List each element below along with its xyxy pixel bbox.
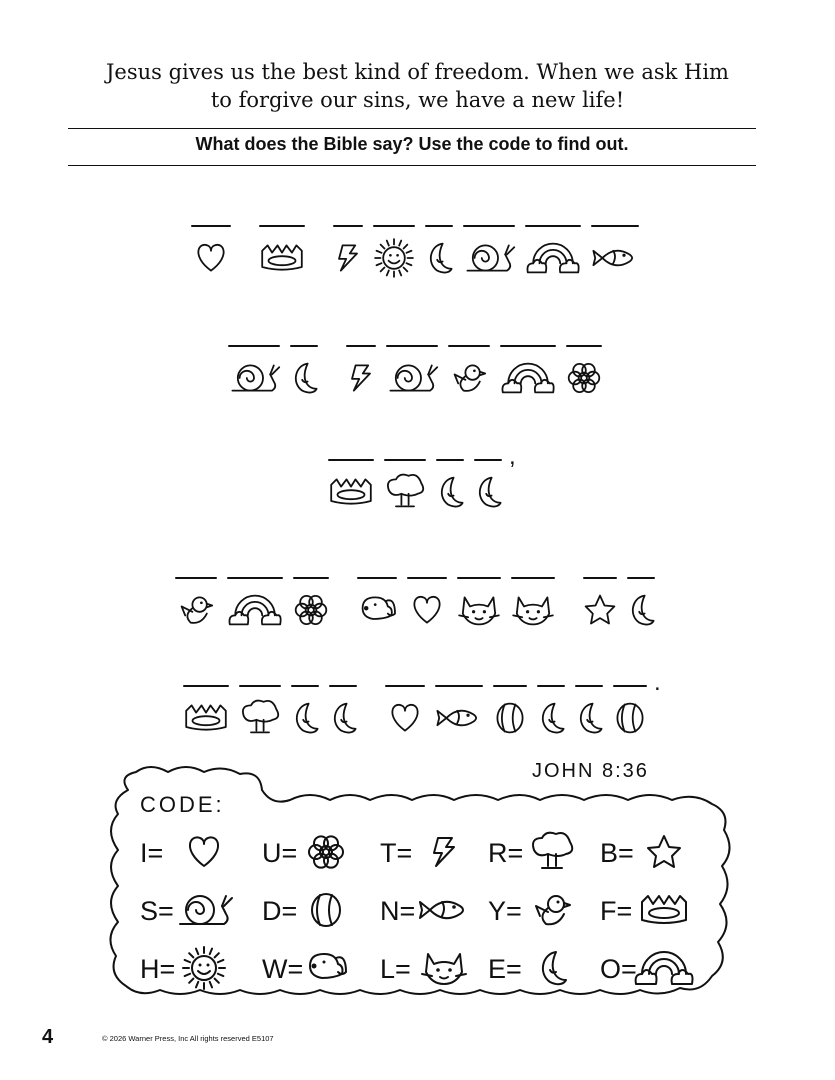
drum-icon xyxy=(497,704,522,733)
code-entry xyxy=(140,837,218,868)
code-entry xyxy=(380,954,466,984)
punctuation-mark: . xyxy=(654,669,661,696)
heart-icon xyxy=(414,597,439,623)
moon-icon xyxy=(633,596,654,625)
code-letter: I= xyxy=(140,838,164,868)
code-entry xyxy=(488,896,570,926)
flower-icon xyxy=(309,836,343,867)
heart-icon xyxy=(392,705,417,731)
cat-icon xyxy=(459,597,499,624)
moon-icon xyxy=(543,952,566,984)
lightning-icon xyxy=(352,365,370,390)
punctuation-mark: , xyxy=(509,443,516,470)
snail-icon xyxy=(390,365,437,390)
code-entry xyxy=(488,833,572,868)
puzzle-row xyxy=(184,669,661,733)
code-letter: N= xyxy=(380,896,416,926)
rainbow-icon xyxy=(229,596,280,625)
code-letter: O= xyxy=(600,954,637,984)
cat-icon xyxy=(422,954,466,984)
tree-icon xyxy=(243,701,278,733)
code-entry xyxy=(262,894,340,926)
puzzle-row xyxy=(176,578,654,625)
sun-icon xyxy=(183,947,225,989)
code-entry xyxy=(600,952,693,984)
crown-icon xyxy=(642,896,686,923)
code-letter: W= xyxy=(262,954,304,984)
code-entry xyxy=(488,952,566,984)
code-entry xyxy=(600,896,686,926)
snail-icon xyxy=(232,365,279,390)
code-letter: B= xyxy=(600,838,634,868)
rainbow-icon xyxy=(502,364,553,393)
heart-icon xyxy=(198,245,223,271)
code-title: CODE: xyxy=(140,792,225,817)
lightning-icon xyxy=(434,838,454,866)
bird-icon xyxy=(536,896,570,924)
code-letter: L= xyxy=(380,954,411,984)
flower-icon xyxy=(296,596,327,624)
puzzle-row xyxy=(192,226,638,277)
code-entry xyxy=(140,896,232,926)
intro-line-2: to forgive our sins, we have a new life! xyxy=(210,88,625,112)
moon-icon xyxy=(442,478,463,507)
code-letter: T= xyxy=(380,838,413,868)
intro-line-1: Jesus gives us the best kind of freedom. When we ask Him xyxy=(106,60,729,84)
drum-icon xyxy=(312,894,340,926)
puzzle-row xyxy=(229,346,601,393)
crown-icon xyxy=(262,245,302,269)
tree-icon xyxy=(388,475,423,507)
code-letter: E= xyxy=(488,954,522,984)
flower-icon xyxy=(569,364,600,392)
moon-icon xyxy=(335,704,356,733)
puzzle-row xyxy=(329,443,516,507)
moon-icon xyxy=(543,704,564,733)
rainbow-icon xyxy=(527,244,578,273)
rainbow-icon xyxy=(636,952,693,984)
dog-icon xyxy=(363,597,395,619)
copyright-line: © 2026 Warner Press, Inc All rights reserved E5107 xyxy=(102,1034,274,1043)
code-entry xyxy=(262,954,346,984)
star-icon xyxy=(648,836,680,867)
moon-icon xyxy=(296,364,317,393)
crown-icon xyxy=(186,705,226,729)
moon-icon xyxy=(581,704,602,733)
page-number: 4 xyxy=(42,1026,54,1048)
code-letter: F= xyxy=(600,896,633,926)
code-letter: U= xyxy=(262,838,298,868)
code-letter: H= xyxy=(140,954,176,984)
moon-icon xyxy=(297,704,318,733)
fish-icon xyxy=(593,251,632,266)
snail-icon xyxy=(180,896,232,924)
code-letter: S= xyxy=(140,896,174,926)
bible-reference: JOHN 8:36 xyxy=(532,760,649,782)
code-entry xyxy=(380,896,463,926)
code-entry xyxy=(600,836,680,868)
moon-icon xyxy=(431,244,452,273)
heart-icon xyxy=(190,837,218,866)
fish-icon xyxy=(437,711,476,726)
code-entry xyxy=(140,947,225,989)
sun-icon xyxy=(375,239,413,277)
cat-icon xyxy=(513,597,553,624)
code-entry xyxy=(380,838,454,868)
code-letter: D= xyxy=(262,896,298,926)
bird-icon xyxy=(455,365,486,390)
code-entry xyxy=(262,836,343,868)
dog-icon xyxy=(310,954,346,978)
star-icon xyxy=(586,596,615,624)
drum-icon xyxy=(617,704,642,733)
code-letter: R= xyxy=(488,838,524,868)
lightning-icon xyxy=(339,245,357,270)
snail-icon xyxy=(467,245,514,270)
crown-icon xyxy=(331,479,371,503)
tree-icon xyxy=(533,833,572,868)
fish-icon xyxy=(420,902,463,918)
code-letter: Y= xyxy=(488,896,522,926)
bird-icon xyxy=(182,597,213,622)
moon-icon xyxy=(480,478,501,507)
question-heading: What does the Bible say? Use the code to find out. xyxy=(195,134,629,154)
